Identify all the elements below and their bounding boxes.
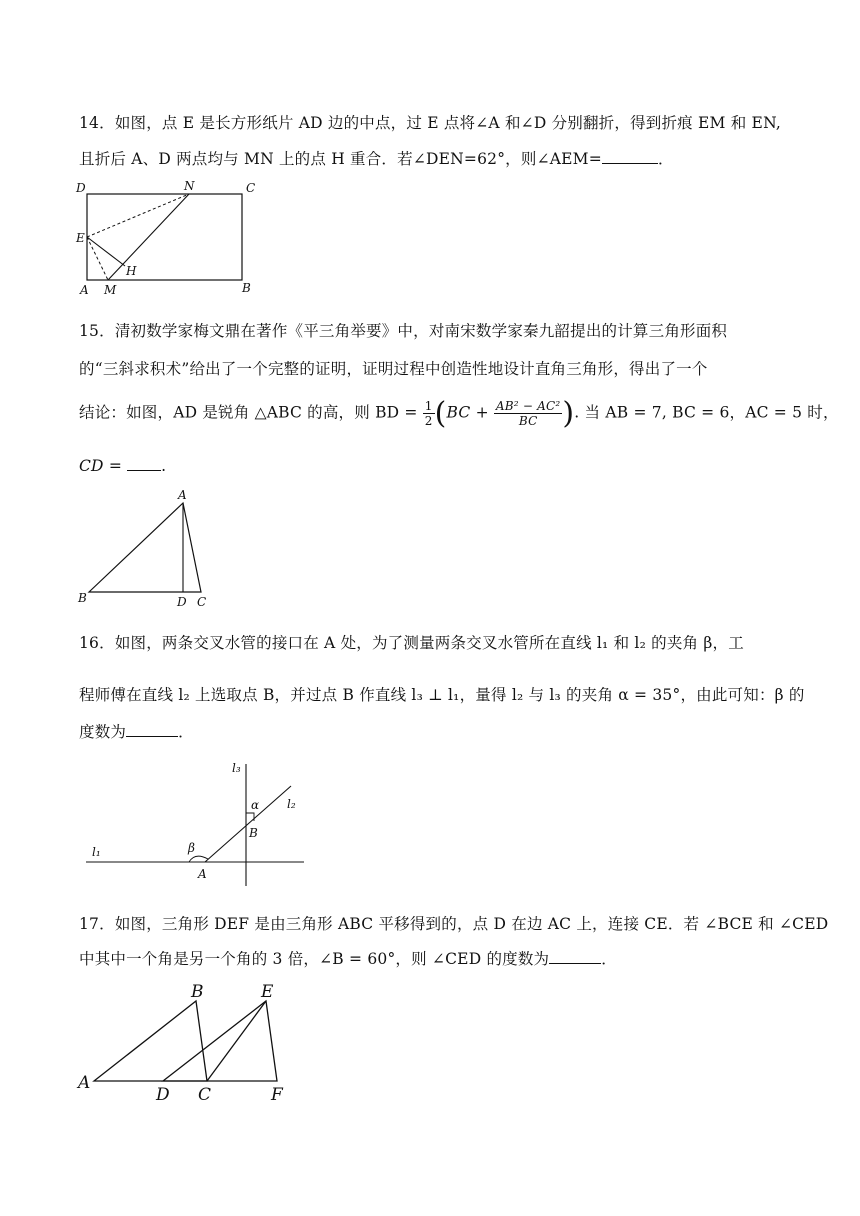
- q14-label-e: E: [76, 231, 85, 245]
- q15-frac-half-den: 2: [424, 414, 433, 428]
- q15-paren-open: (: [434, 396, 447, 431]
- q14-label-h: H: [126, 264, 137, 278]
- q14-line2: [79, 147, 674, 169]
- q16-answer-blank[interactable]: [126, 722, 178, 737]
- q14-label-c: C: [246, 181, 256, 195]
- q16-line3: [79, 720, 194, 742]
- q15-frac-main-num: AB² − AC²: [495, 399, 561, 413]
- q17-label-e: E: [261, 982, 274, 1002]
- q14-label-n: N: [184, 179, 195, 193]
- q16-line2: 程师傅在直线 l₂ 上选取点 B，并过点 B 作直线 l₃ ⊥ l₁，量得 l₂ 与 l₃ 的夹角 α = 35°，由此可知：β 的: [79, 686, 805, 704]
- fold-en-dashed: [87, 194, 189, 237]
- q15-figure: [72, 486, 222, 610]
- q15-line4: [79, 456, 166, 475]
- q16-label-b: B: [249, 826, 258, 840]
- q17-answer-blank[interactable]: [549, 949, 601, 964]
- q17-line2: [79, 947, 617, 969]
- triangle-abc: [89, 503, 201, 592]
- q14-line2-text: 且折后 A、D 两点均与 MN 上的点 H 重合．若∠DEN=62°，则∠AEM=: [79, 150, 602, 168]
- q15-label-d: D: [177, 595, 187, 609]
- beta-arc: [189, 856, 208, 862]
- rectangle-abcd: [87, 194, 242, 280]
- q16-label-l3: l₃: [232, 761, 241, 775]
- q14-line1: 14．如图，点 E 是长方形纸片 AD 边的中点，过 E 点将∠A 和∠D 分别翻折，得到折痕 EM 和 EN,: [79, 114, 781, 132]
- q15-frac-main-den: BC: [518, 414, 538, 428]
- q17-figure: [74, 980, 294, 1105]
- q14-label-b: B: [242, 281, 251, 295]
- q15-paren-close: ): [562, 396, 575, 431]
- q16-end: ．: [178, 723, 194, 741]
- q15-line2: 的“三斜求积术”给出了一个完整的证明，证明过程中创造性地设计直角三角形，得出了一个: [79, 360, 708, 378]
- q16-label-l1: l₁: [92, 845, 101, 859]
- q17-label-c: C: [198, 1085, 212, 1105]
- triangle-abc: [94, 1001, 207, 1081]
- segment-ce: [207, 1001, 266, 1081]
- q14-answer-blank[interactable]: [602, 149, 658, 164]
- q16-label-beta: β: [188, 841, 195, 855]
- q15-cd-label: CD =: [79, 457, 123, 475]
- q15-line3: [79, 396, 839, 431]
- q16-label-a: A: [198, 867, 207, 881]
- q17-label-b: B: [191, 982, 204, 1002]
- line-l2: [205, 786, 291, 862]
- q17-line2-text: 中其中一个角是另一个角的 3 倍，∠B = 60°，则 ∠CED 的度数为: [79, 950, 550, 968]
- q16-line3-text: 度数为: [79, 723, 127, 741]
- q16-line1: 16．如图，两条交叉水管的接口在 A 处，为了测量两条交叉水管所在直线 l₁ 和 l₂ 的夹角 β，工: [79, 634, 744, 652]
- q17-line1: 17．如图，三角形 DEF 是由三角形 ABC 平移得到的，点 D 在边 AC 上，连接 CE．若 ∠BCE 和 ∠CED: [79, 915, 829, 933]
- q16-figure: [84, 756, 309, 886]
- q16-label-alpha: α: [251, 798, 260, 812]
- q15-line3-b: . 当 AB = 7, BC = 6，AC = 5 时，: [574, 403, 839, 422]
- q15-bc-plus: BC +: [446, 403, 489, 422]
- segment-eh: [87, 237, 125, 266]
- q17-label-f: F: [271, 1085, 283, 1105]
- q15-label-c: C: [197, 595, 207, 609]
- q15-line1: 15．清初数学家梅文鼎在著作《平三角举要》中，对南宋数学家秦九韶提出的计算三角形面积: [79, 322, 728, 340]
- q15-frac-half: [423, 399, 435, 428]
- q15-answer-blank[interactable]: [127, 456, 161, 471]
- q14-figure: [70, 178, 270, 300]
- fold-em-dashed: [87, 237, 108, 280]
- q17-label-a: A: [78, 1073, 91, 1093]
- q15-end: .: [161, 457, 167, 475]
- q15-label-a: A: [178, 488, 187, 502]
- q14-label-a: A: [80, 283, 89, 297]
- q14-end: ．: [657, 150, 674, 168]
- q15-line3-a: 结论：如图，AD 是锐角 △ABC 的高，则 BD =: [79, 403, 418, 422]
- q17-label-d: D: [156, 1085, 170, 1105]
- segment-mn: [108, 194, 189, 280]
- q16-label-l2: l₂: [287, 797, 296, 811]
- q14-label-m: M: [104, 283, 117, 297]
- q17-end: ．: [601, 950, 617, 968]
- q15-frac-main: [494, 399, 562, 428]
- q15-frac-half-num: 1: [424, 399, 433, 413]
- q14-label-d: D: [76, 181, 86, 195]
- q15-label-b: B: [78, 591, 87, 605]
